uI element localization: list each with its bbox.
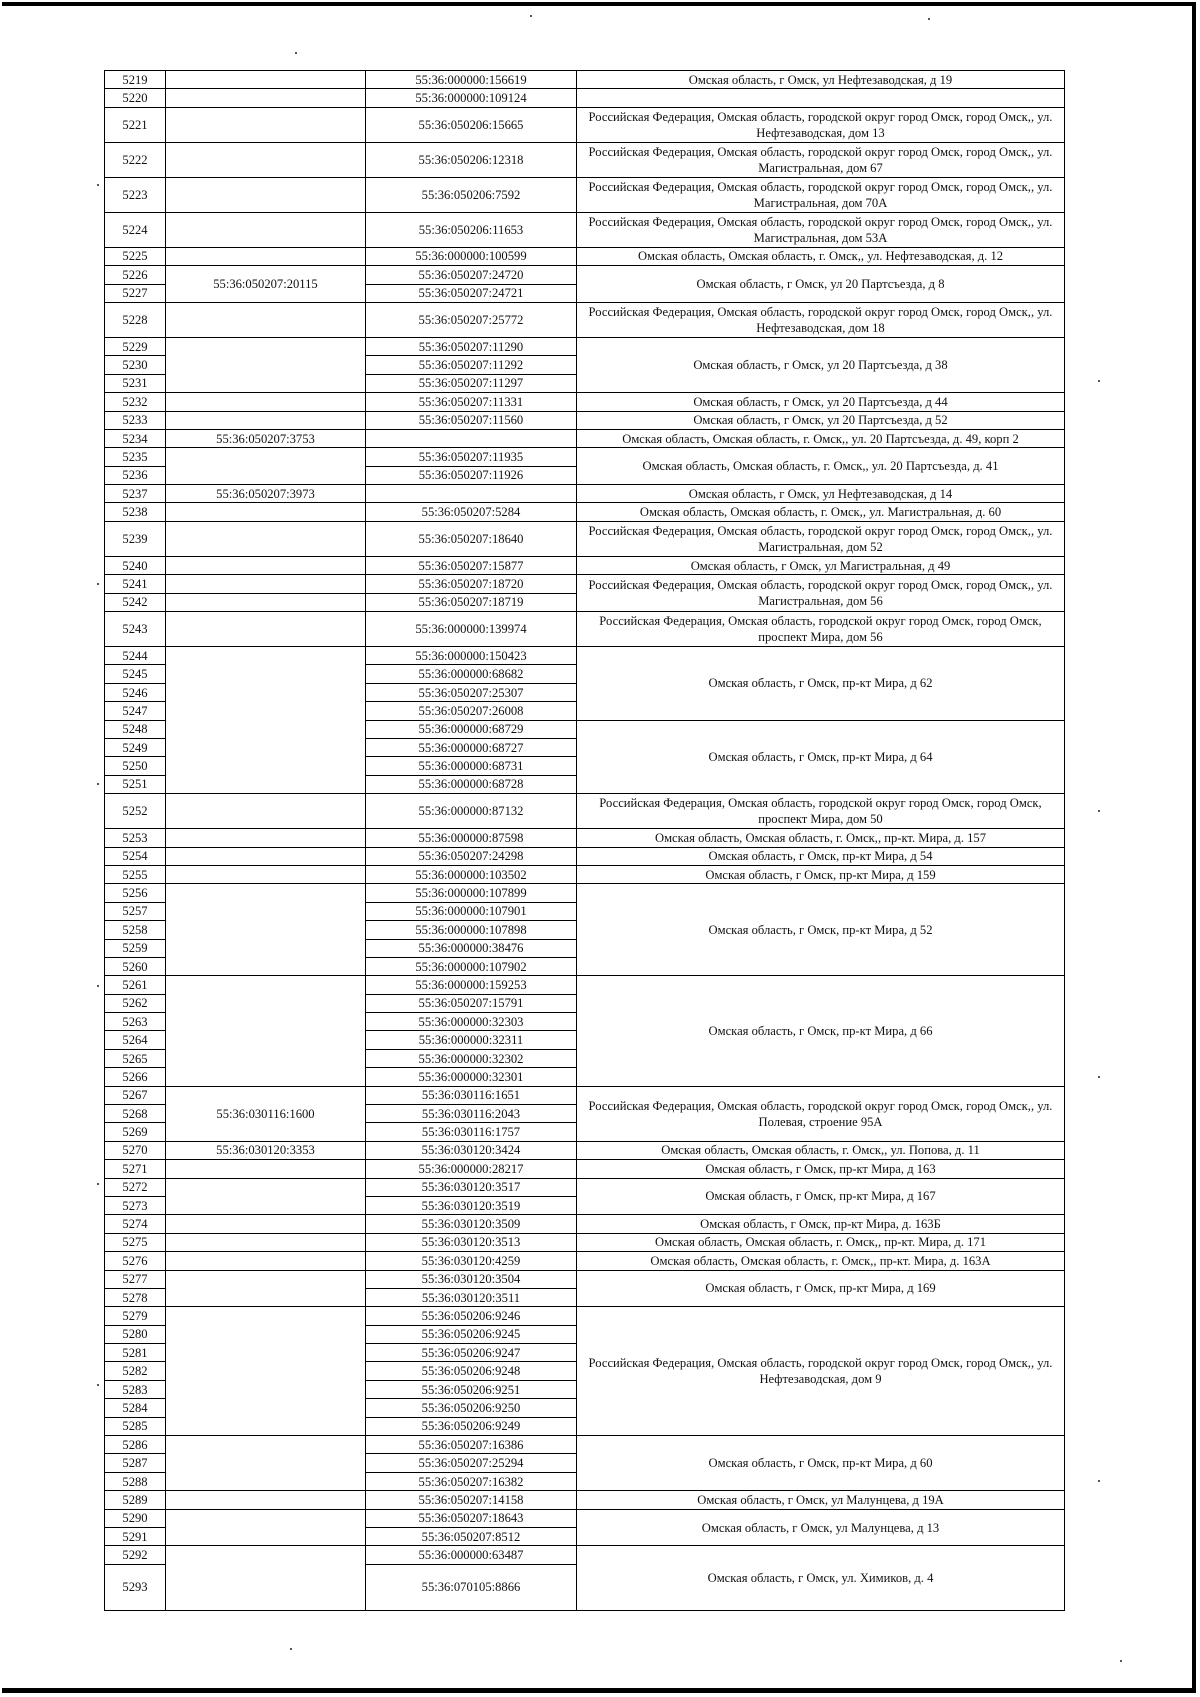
address-cell: Омская область, г Омск, пр-кт Мира, д 169 <box>577 1270 1065 1307</box>
cadastral-number-cell: 55:36:050207:26008 <box>366 702 577 720</box>
row-number-cell: 5243 <box>105 612 166 647</box>
scan-speck <box>1098 380 1100 382</box>
table-row <box>105 1546 1065 1564</box>
cadastral-number-cell: 55:36:000000:28217 <box>366 1160 577 1178</box>
parent-cadastral-cell <box>166 1307 366 1436</box>
scan-speck <box>97 783 99 785</box>
cadastral-number-cell: 55:36:030120:3509 <box>366 1215 577 1233</box>
parent-cadastral-cell <box>166 448 366 485</box>
cadastral-number-cell: 55:36:050206:12318 <box>366 142 577 177</box>
row-number-cell: 5220 <box>105 89 166 107</box>
row-number-cell: 5270 <box>105 1141 166 1159</box>
address-cell: Омская область, г Омск, ул Малунцева, д 19А <box>577 1491 1065 1509</box>
parent-cadastral-cell <box>166 1509 366 1546</box>
registry-table-body <box>105 71 1065 1611</box>
row-number-cell: 5272 <box>105 1178 166 1196</box>
parent-cadastral-cell <box>166 1160 366 1178</box>
parent-cadastral-cell <box>166 1546 366 1610</box>
row-number-cell: 5239 <box>105 521 166 556</box>
cadastral-number-cell: 55:36:050207:5284 <box>366 503 577 521</box>
address-cell: Омская область, Омская область, г. Омск,, пр-кт. Мира, д. 163А <box>577 1252 1065 1270</box>
row-number-cell: 5257 <box>105 902 166 920</box>
address-cell: Омская область, г Омск, пр-кт Мира, д 159 <box>577 865 1065 883</box>
row-number-cell: 5253 <box>105 829 166 847</box>
table-row <box>105 266 1065 284</box>
cadastral-number-cell: 55:36:000000:159253 <box>366 976 577 994</box>
parent-cadastral-cell <box>166 177 366 212</box>
table-row <box>105 1141 1065 1159</box>
row-number-cell: 5281 <box>105 1344 166 1362</box>
address-cell: Омская область, г Омск, пр-кт Мира, д 163 <box>577 1160 1065 1178</box>
cadastral-number-cell: 55:36:050207:15791 <box>366 994 577 1012</box>
address-cell: Омская область, г Омск, пр-кт Мира, д 52 <box>577 884 1065 976</box>
address-cell: Российская Федерация, Омская область, городской округ город Омск, город Омск,, ул. Полевая, строение 95А <box>577 1086 1065 1141</box>
row-number-cell: 5260 <box>105 957 166 975</box>
cadastral-number-cell: 55:36:000000:68728 <box>366 775 577 793</box>
cadastral-number-cell: 55:36:050207:11926 <box>366 466 577 484</box>
cadastral-number-cell: 55:36:000000:87598 <box>366 829 577 847</box>
address-cell: Омская область, Омская область, г. Омск,, ул. Попова, д. 11 <box>577 1141 1065 1159</box>
scan-speck <box>97 583 99 585</box>
cadastral-number-cell: 55:36:050207:11560 <box>366 411 577 429</box>
row-number-cell: 5286 <box>105 1436 166 1454</box>
cadastral-number-cell: 55:36:000000:63487 <box>366 1546 577 1564</box>
scan-speck <box>1098 810 1100 812</box>
row-number-cell: 5263 <box>105 1013 166 1031</box>
table-row <box>105 177 1065 212</box>
row-number-cell: 5277 <box>105 1270 166 1288</box>
row-number-cell: 5266 <box>105 1068 166 1086</box>
cadastral-number-cell: 55:36:050206:7592 <box>366 177 577 212</box>
row-number-cell: 5252 <box>105 794 166 829</box>
parent-cadastral-cell: 55:36:050207:3973 <box>166 485 366 503</box>
cadastral-number-cell: 55:36:000000:107902 <box>366 957 577 975</box>
address-cell: Омская область, г Омск, пр-кт Мира, д 64 <box>577 720 1065 794</box>
row-number-cell: 5289 <box>105 1491 166 1509</box>
parent-cadastral-cell <box>166 1270 366 1307</box>
address-cell: Омская область, г Омск, ул Малунцева, д 13 <box>577 1509 1065 1546</box>
address-cell: Российская Федерация, Омская область, городской округ город Омск, город Омск,, ул. Нефтезаводская, дом 9 <box>577 1307 1065 1436</box>
cadastral-number-cell: 55:36:050206:9251 <box>366 1380 577 1398</box>
table-row <box>105 976 1065 994</box>
table-row <box>105 1178 1065 1196</box>
cadastral-number-cell: 55:36:030116:2043 <box>366 1105 577 1123</box>
scan-speck <box>1098 1076 1100 1078</box>
cadastral-number-cell: 55:36:000000:68731 <box>366 757 577 775</box>
row-number-cell: 5225 <box>105 247 166 265</box>
table-row <box>105 1233 1065 1251</box>
parent-cadastral-cell <box>166 1252 366 1270</box>
scan-speck <box>97 1384 99 1386</box>
parent-cadastral-cell <box>166 1215 366 1233</box>
address-cell: Российская Федерация, Омская область, городской округ город Омск, город Омск,, ул. Магистральная, дом 67 <box>577 142 1065 177</box>
table-row <box>105 612 1065 647</box>
table-row <box>105 302 1065 337</box>
cadastral-number-cell: 55:36:030120:3511 <box>366 1288 577 1306</box>
parent-cadastral-cell <box>166 247 366 265</box>
parent-cadastral-cell <box>166 1178 366 1215</box>
row-number-cell: 5250 <box>105 757 166 775</box>
parent-cadastral-cell <box>166 521 366 556</box>
row-number-cell: 5292 <box>105 1546 166 1564</box>
table-row <box>105 1436 1065 1454</box>
row-number-cell: 5282 <box>105 1362 166 1380</box>
row-number-cell: 5275 <box>105 1233 166 1251</box>
cadastral-number-cell: 55:36:050207:16386 <box>366 1436 577 1454</box>
cadastral-number-cell: 55:36:050206:15665 <box>366 107 577 142</box>
row-number-cell: 5283 <box>105 1380 166 1398</box>
parent-cadastral-cell <box>166 1436 366 1491</box>
parent-cadastral-cell <box>166 503 366 521</box>
cadastral-number-cell: 55:36:000000:156619 <box>366 71 577 89</box>
address-cell: Омская область, г Омск, ул. Химиков, д. 4 <box>577 1546 1065 1610</box>
table-row <box>105 142 1065 177</box>
table-row <box>105 429 1065 447</box>
cadastral-number-cell: 55:36:000000:100599 <box>366 247 577 265</box>
address-cell: Омская область, Омская область, г. Омск,, ул. 20 Партсъезда, д. 49, корп 2 <box>577 429 1065 447</box>
address-cell: Омская область, г Омск, ул 20 Партсъезда, д 52 <box>577 411 1065 429</box>
cadastral-number-cell: 55:36:050207:24720 <box>366 266 577 284</box>
cadastral-number-cell: 55:36:050207:18720 <box>366 575 577 593</box>
address-cell: Омская область, г Омск, пр-кт Мира, д 167 <box>577 1178 1065 1215</box>
cadastral-number-cell: 55:36:030120:4259 <box>366 1252 577 1270</box>
cadastral-number-cell <box>366 485 577 503</box>
cadastral-number-cell: 55:36:000000:38476 <box>366 939 577 957</box>
cadastral-number-cell: 55:36:050207:11292 <box>366 356 577 374</box>
table-row <box>105 829 1065 847</box>
row-number-cell: 5288 <box>105 1472 166 1490</box>
row-number-cell: 5267 <box>105 1086 166 1104</box>
address-cell: Омская область, Омская область, г. Омск,, ул. Магистральная, д. 60 <box>577 503 1065 521</box>
cadastral-number-cell: 55:36:000000:109124 <box>366 89 577 107</box>
cadastral-number-cell: 55:36:050206:9246 <box>366 1307 577 1325</box>
table-row <box>105 411 1065 429</box>
parent-cadastral-cell <box>166 593 366 611</box>
parent-cadastral-cell <box>166 556 366 574</box>
scan-speck <box>97 985 99 987</box>
row-number-cell: 5254 <box>105 847 166 865</box>
row-number-cell: 5291 <box>105 1528 166 1546</box>
parent-cadastral-cell: 55:36:030120:3353 <box>166 1141 366 1159</box>
row-number-cell: 5259 <box>105 939 166 957</box>
cadastral-number-cell: 55:36:000000:32302 <box>366 1049 577 1067</box>
cadastral-number-cell: 55:36:000000:107898 <box>366 921 577 939</box>
row-number-cell: 5265 <box>105 1049 166 1067</box>
cadastral-number-cell: 55:36:050207:14158 <box>366 1491 577 1509</box>
table-row <box>105 393 1065 411</box>
row-number-cell: 5268 <box>105 1105 166 1123</box>
address-cell: Российская Федерация, Омская область, городской округ город Омск, город Омск,, ул. Магистральная, дом 56 <box>577 575 1065 612</box>
address-cell: Российская Федерация, Омская область, городской округ город Омск, город Омск,, ул. Нефтезаводская, дом 13 <box>577 107 1065 142</box>
scan-speck <box>1098 1480 1100 1482</box>
cadastral-number-cell: 55:36:000000:68729 <box>366 720 577 738</box>
row-number-cell: 5238 <box>105 503 166 521</box>
parent-cadastral-cell <box>166 302 366 337</box>
parent-cadastral-cell <box>166 865 366 883</box>
parent-cadastral-cell <box>166 337 366 392</box>
table-row <box>105 247 1065 265</box>
address-cell: Омская область, Омская область, г. Омск,, ул. Нефтезаводская, д. 12 <box>577 247 1065 265</box>
row-number-cell: 5293 <box>105 1564 166 1610</box>
cadastral-number-cell: 55:36:030120:3513 <box>366 1233 577 1251</box>
table-row <box>105 485 1065 503</box>
row-number-cell: 5290 <box>105 1509 166 1527</box>
address-cell: Омская область, г Омск, пр-кт Мира, д 66 <box>577 976 1065 1086</box>
cadastral-number-cell: 55:36:000000:150423 <box>366 647 577 665</box>
row-number-cell: 5245 <box>105 665 166 683</box>
parent-cadastral-cell <box>166 393 366 411</box>
table-row <box>105 1270 1065 1288</box>
cadastral-number-cell: 55:36:050207:24298 <box>366 847 577 865</box>
row-number-cell: 5221 <box>105 107 166 142</box>
parent-cadastral-cell <box>166 976 366 1086</box>
registry-table <box>104 70 1065 1611</box>
table-row <box>105 556 1065 574</box>
table-row <box>105 521 1065 556</box>
row-number-cell: 5235 <box>105 448 166 466</box>
parent-cadastral-cell <box>166 575 366 593</box>
row-number-cell: 5251 <box>105 775 166 793</box>
row-number-cell: 5244 <box>105 647 166 665</box>
address-cell: Российская Федерация, Омская область, городской округ город Омск, город Омск,, ул. Магистральная, дом 52 <box>577 521 1065 556</box>
cadastral-number-cell: 55:36:030120:3504 <box>366 1270 577 1288</box>
cadastral-number-cell: 55:36:000000:107901 <box>366 902 577 920</box>
row-number-cell: 5228 <box>105 302 166 337</box>
address-cell: Омская область, г Омск, пр-кт Мира, д. 163Б <box>577 1215 1065 1233</box>
address-cell: Российская Федерация, Омская область, городской округ город Омск, город Омск,, ул. Нефтезаводская, дом 18 <box>577 302 1065 337</box>
table-row <box>105 1252 1065 1270</box>
table-row <box>105 1509 1065 1527</box>
cadastral-number-cell: 55:36:000000:32311 <box>366 1031 577 1049</box>
table-row <box>105 847 1065 865</box>
address-cell: Омская область, Омская область, г. Омск,, пр-кт. Мира, д. 171 <box>577 1233 1065 1251</box>
cadastral-number-cell: 55:36:050207:25307 <box>366 683 577 701</box>
cadastral-number-cell: 55:36:030120:3424 <box>366 1141 577 1159</box>
cadastral-number-cell: 55:36:050207:18640 <box>366 521 577 556</box>
row-number-cell: 5224 <box>105 212 166 247</box>
cadastral-number-cell: 55:36:050207:25294 <box>366 1454 577 1472</box>
address-cell: Омская область, г Омск, ул Нефтезаводская, д 19 <box>577 71 1065 89</box>
parent-cadastral-cell <box>166 142 366 177</box>
row-number-cell: 5231 <box>105 374 166 392</box>
row-number-cell: 5258 <box>105 921 166 939</box>
cadastral-number-cell: 55:36:000000:107899 <box>366 884 577 902</box>
row-number-cell: 5248 <box>105 720 166 738</box>
cadastral-number-cell: 55:36:070105:8866 <box>366 1564 577 1610</box>
parent-cadastral-cell <box>166 612 366 647</box>
table-row <box>105 1491 1065 1509</box>
scan-speck <box>97 184 99 186</box>
parent-cadastral-cell: 55:36:050207:20115 <box>166 266 366 303</box>
address-cell: Российская Федерация, Омская область, городской округ город Омск, город Омск,, ул. Магистральная, дом 53А <box>577 212 1065 247</box>
parent-cadastral-cell <box>166 107 366 142</box>
cadastral-number-cell: 55:36:030116:1651 <box>366 1086 577 1104</box>
address-cell: Российская Федерация, Омская область, городской округ город Омск, город Омск, проспект Мира, дом 56 <box>577 612 1065 647</box>
cadastral-number-cell: 55:36:050206:9248 <box>366 1362 577 1380</box>
row-number-cell: 5264 <box>105 1031 166 1049</box>
row-number-cell: 5241 <box>105 575 166 593</box>
cadastral-number-cell: 55:36:050207:11331 <box>366 393 577 411</box>
parent-cadastral-cell <box>166 411 366 429</box>
address-cell: Омская область, Омская область, г. Омск,, ул. 20 Партсъезда, д. 41 <box>577 448 1065 485</box>
row-number-cell: 5280 <box>105 1325 166 1343</box>
table-row <box>105 794 1065 829</box>
address-cell: Российская Федерация, Омская область, городской округ город Омск, город Омск, проспект Мира, дом 50 <box>577 794 1065 829</box>
cadastral-number-cell <box>366 429 577 447</box>
table-row <box>105 884 1065 902</box>
cadastral-number-cell: 55:36:000000:32303 <box>366 1013 577 1031</box>
cadastral-number-cell: 55:36:000000:68727 <box>366 738 577 756</box>
address-cell: Омская область, г Омск, ул 20 Партсъезда, д 38 <box>577 337 1065 392</box>
address-cell: Российская Федерация, Омская область, городской округ город Омск, город Омск,, ул. Магистральная, дом 70А <box>577 177 1065 212</box>
table-row <box>105 575 1065 593</box>
cadastral-number-cell: 55:36:050206:9249 <box>366 1417 577 1435</box>
row-number-cell: 5230 <box>105 356 166 374</box>
table-row <box>105 503 1065 521</box>
address-cell: Омская область, г Омск, пр-кт Мира, д 62 <box>577 647 1065 721</box>
table-row <box>105 337 1065 355</box>
row-number-cell: 5256 <box>105 884 166 902</box>
row-number-cell: 5249 <box>105 738 166 756</box>
table-row <box>105 1160 1065 1178</box>
parent-cadastral-cell <box>166 1491 366 1509</box>
parent-cadastral-cell: 55:36:050207:3753 <box>166 429 366 447</box>
row-number-cell: 5227 <box>105 284 166 302</box>
cadastral-number-cell: 55:36:050207:18643 <box>366 1509 577 1527</box>
row-number-cell: 5246 <box>105 683 166 701</box>
cadastral-number-cell: 55:36:050207:18719 <box>366 593 577 611</box>
table-row <box>105 1215 1065 1233</box>
row-number-cell: 5247 <box>105 702 166 720</box>
scan-speck <box>97 1183 99 1185</box>
scan-speck <box>295 52 297 54</box>
parent-cadastral-cell: 55:36:030116:1600 <box>166 1086 366 1141</box>
cadastral-number-cell: 55:36:050206:9250 <box>366 1399 577 1417</box>
cadastral-number-cell: 55:36:050207:24721 <box>366 284 577 302</box>
table-row <box>105 448 1065 466</box>
parent-cadastral-cell <box>166 1233 366 1251</box>
table-row <box>105 865 1065 883</box>
cadastral-number-cell: 55:36:050207:11297 <box>366 374 577 392</box>
table-row <box>105 107 1065 142</box>
row-number-cell: 5271 <box>105 1160 166 1178</box>
scan-speck <box>1120 1660 1122 1662</box>
row-number-cell: 5234 <box>105 429 166 447</box>
row-number-cell: 5261 <box>105 976 166 994</box>
cadastral-number-cell: 55:36:050207:8512 <box>366 1528 577 1546</box>
cadastral-number-cell: 55:36:050207:15877 <box>366 556 577 574</box>
table-row <box>105 71 1065 89</box>
row-number-cell: 5236 <box>105 466 166 484</box>
row-number-cell: 5255 <box>105 865 166 883</box>
cadastral-number-cell: 55:36:000000:68682 <box>366 665 577 683</box>
row-number-cell: 5284 <box>105 1399 166 1417</box>
parent-cadastral-cell <box>166 89 366 107</box>
table-row <box>105 212 1065 247</box>
cadastral-number-cell: 55:36:000000:32301 <box>366 1068 577 1086</box>
row-number-cell: 5278 <box>105 1288 166 1306</box>
row-number-cell: 5229 <box>105 337 166 355</box>
cadastral-number-cell: 55:36:000000:87132 <box>366 794 577 829</box>
row-number-cell: 5262 <box>105 994 166 1012</box>
cadastral-number-cell: 55:36:030116:1757 <box>366 1123 577 1141</box>
cadastral-number-cell: 55:36:030120:3517 <box>366 1178 577 1196</box>
address-cell: Омская область, г Омск, ул Нефтезаводская, д 14 <box>577 485 1065 503</box>
cadastral-number-cell: 55:36:030120:3519 <box>366 1196 577 1214</box>
row-number-cell: 5285 <box>105 1417 166 1435</box>
row-number-cell: 5279 <box>105 1307 166 1325</box>
row-number-cell: 5242 <box>105 593 166 611</box>
cadastral-number-cell: 55:36:000000:139974 <box>366 612 577 647</box>
row-number-cell: 5232 <box>105 393 166 411</box>
cadastral-number-cell: 55:36:050207:25772 <box>366 302 577 337</box>
row-number-cell: 5219 <box>105 71 166 89</box>
row-number-cell: 5237 <box>105 485 166 503</box>
cadastral-number-cell: 55:36:050206:9247 <box>366 1344 577 1362</box>
row-number-cell: 5273 <box>105 1196 166 1214</box>
row-number-cell: 5222 <box>105 142 166 177</box>
cadastral-number-cell: 55:36:050206:9245 <box>366 1325 577 1343</box>
row-number-cell: 5269 <box>105 1123 166 1141</box>
scan-speck <box>290 1648 292 1650</box>
row-number-cell: 5233 <box>105 411 166 429</box>
table-row <box>105 1086 1065 1104</box>
cadastral-number-cell: 55:36:050206:11653 <box>366 212 577 247</box>
table-row <box>105 89 1065 107</box>
address-cell: Омская область, г Омск, ул 20 Партсъезда, д 44 <box>577 393 1065 411</box>
address-cell: Омская область, Омская область, г. Омск,, пр-кт. Мира, д. 157 <box>577 829 1065 847</box>
table-row <box>105 647 1065 665</box>
table-row <box>105 1307 1065 1325</box>
parent-cadastral-cell <box>166 647 366 794</box>
cadastral-number-cell: 55:36:050207:11290 <box>366 337 577 355</box>
parent-cadastral-cell <box>166 847 366 865</box>
address-cell <box>577 89 1065 107</box>
scan-speck <box>530 15 532 17</box>
row-number-cell: 5276 <box>105 1252 166 1270</box>
parent-cadastral-cell <box>166 71 366 89</box>
address-cell: Омская область, г Омск, пр-кт Мира, д 60 <box>577 1436 1065 1491</box>
row-number-cell: 5223 <box>105 177 166 212</box>
row-number-cell: 5287 <box>105 1454 166 1472</box>
scan-speck <box>928 18 930 20</box>
address-cell: Омская область, г Омск, пр-кт Мира, д 54 <box>577 847 1065 865</box>
cadastral-number-cell: 55:36:000000:103502 <box>366 865 577 883</box>
row-number-cell: 5240 <box>105 556 166 574</box>
row-number-cell: 5226 <box>105 266 166 284</box>
cadastral-number-cell: 55:36:050207:16382 <box>366 1472 577 1490</box>
address-cell: Омская область, г Омск, ул 20 Партсъезда, д 8 <box>577 266 1065 303</box>
cadastral-number-cell: 55:36:050207:11935 <box>366 448 577 466</box>
row-number-cell: 5274 <box>105 1215 166 1233</box>
parent-cadastral-cell <box>166 794 366 829</box>
parent-cadastral-cell <box>166 212 366 247</box>
parent-cadastral-cell <box>166 829 366 847</box>
address-cell: Омская область, г Омск, ул Магистральная, д 49 <box>577 556 1065 574</box>
parent-cadastral-cell <box>166 884 366 976</box>
